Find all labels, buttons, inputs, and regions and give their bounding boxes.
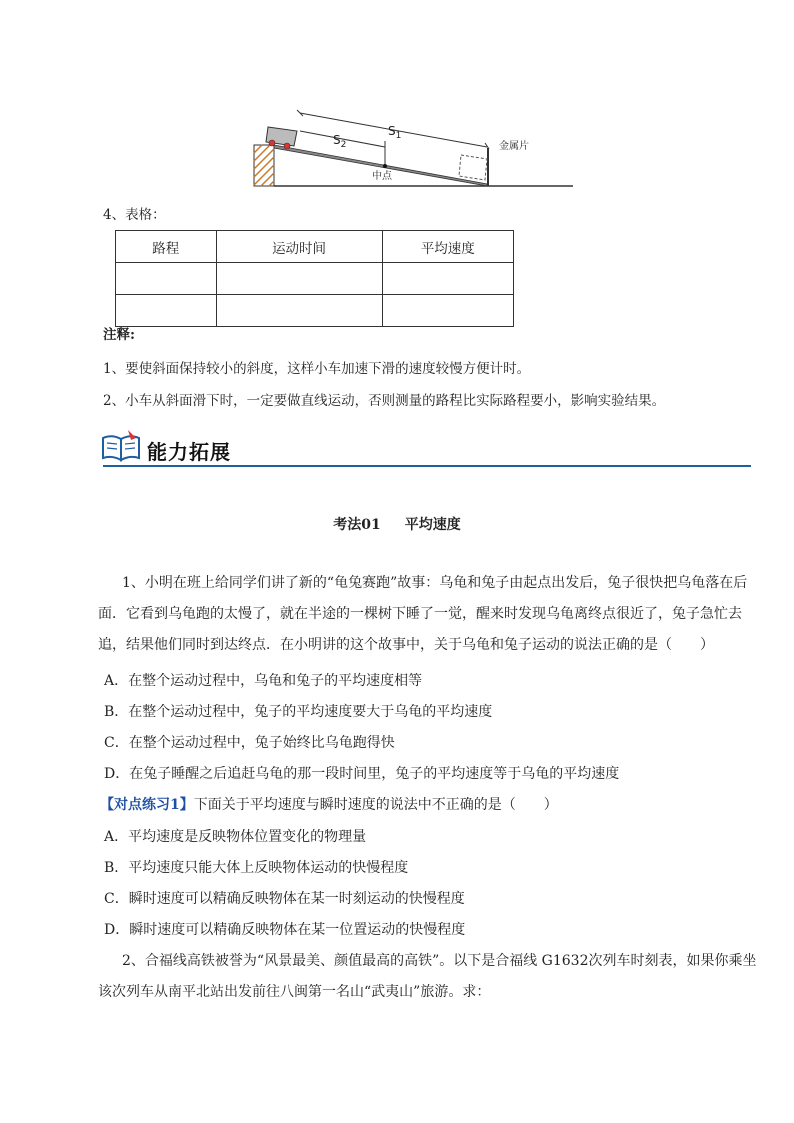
table-cell <box>216 263 382 295</box>
incline-diagram <box>245 108 580 193</box>
header-distance: 路程 <box>116 231 217 263</box>
p1-option-d: D．瞬时速度可以精确反映物体在某一位置运动的快慢程度 <box>104 922 466 938</box>
table-row <box>116 263 514 295</box>
table-header-row <box>116 231 514 263</box>
question1-line: 1、小明在班上给同学们讲了新的“龟兔赛跑”故事：乌龟和兔子由起点出发后，兔子很快把乌龟落在后 <box>122 575 748 591</box>
s2-label <box>333 133 346 150</box>
table-row <box>116 295 514 327</box>
question2-line: 2、合福线高铁被誉为“风景最美、颜值最高的高铁”。以下是合福线 G1632次列车时刻表，如果你乘坐 <box>122 953 757 969</box>
question2-line: 该次列车从南平北站出发前往八闽第一名山“武夷山”旅游。求： <box>98 984 491 1000</box>
table-cell <box>382 263 513 295</box>
support-block <box>254 145 274 186</box>
method-title <box>0 514 794 534</box>
table-cell <box>382 295 513 327</box>
s2-letter: S <box>333 133 341 147</box>
question1-line: 追，结果他们同时到达终点．在小明讲的这个故事中，关于乌龟和兔子运动的说法正确的是（ ） <box>98 637 714 653</box>
cart-ghost <box>459 155 487 180</box>
cart <box>266 127 297 149</box>
s1-label <box>388 124 401 141</box>
table-cell <box>116 295 217 327</box>
q1-option-b: B．在整个运动过程中，兔子的平均速度要大于乌龟的平均速度 <box>104 704 493 720</box>
midpoint-label: 中点 <box>372 171 392 182</box>
metal-label: 金属片 <box>499 141 529 152</box>
table-cell <box>216 295 382 327</box>
p1-option-c: C．瞬时速度可以精确反映物体在某一时刻运动的快慢程度 <box>104 891 465 907</box>
header-time: 运动时间 <box>216 231 382 263</box>
note-item-1: 1、要使斜面保持较小的斜度，这样小车加速下滑的速度较慢方便计时。 <box>103 361 531 377</box>
s1-letter: S <box>388 124 396 138</box>
question2-text <box>98 946 764 1008</box>
book-icon <box>100 428 144 464</box>
question1-line: 面．它看到乌龟跑的太慢了，就在半途的一棵树下睡了一觉，醒来时发现乌龟离终点很近了，兔子急忙去 <box>98 606 742 622</box>
practice1-text: 下面关于平均速度与瞬时速度的说法中不正确的是（ ） <box>193 797 558 813</box>
s1-sub: 1 <box>395 131 402 141</box>
practice1-tag: 【对点练习1】 <box>100 797 194 813</box>
practice1-stem <box>100 795 558 815</box>
method-topic: 平均速度 <box>404 517 461 533</box>
note-item-2: 2、小车从斜面滑下时，一定要做直线运动，否则测量的路程比实际路程要小，影响实验结果。 <box>103 393 666 409</box>
notes-title: 注释: <box>103 327 135 343</box>
q1-option-a: A．在整个运动过程中，乌龟和兔子的平均速度相等 <box>104 673 423 689</box>
section-divider <box>103 465 751 467</box>
table-heading: 4、表格： <box>103 207 166 223</box>
q1-option-c: C．在整个运动过程中，兔子始终比乌龟跑得快 <box>104 735 395 751</box>
method-label: 考法01 <box>333 517 381 533</box>
table-cell <box>116 263 217 295</box>
results-table <box>115 230 514 327</box>
s2-sub: 2 <box>340 140 347 150</box>
midpoint-dot <box>383 164 387 168</box>
q1-option-d: D．在兔子睡醒之后追赶乌龟的那一段时间里，兔子的平均速度等于乌龟的平均速度 <box>104 766 620 782</box>
p1-option-b: B．平均速度只能大体上反映物体运动的快慢程度 <box>104 860 409 876</box>
question1-text <box>98 568 764 661</box>
header-speed: 平均速度 <box>382 231 513 263</box>
section-heading: 能力拓展 <box>147 440 231 464</box>
p1-option-a: A．平均速度是反映物体位置变化的物理量 <box>104 829 367 845</box>
